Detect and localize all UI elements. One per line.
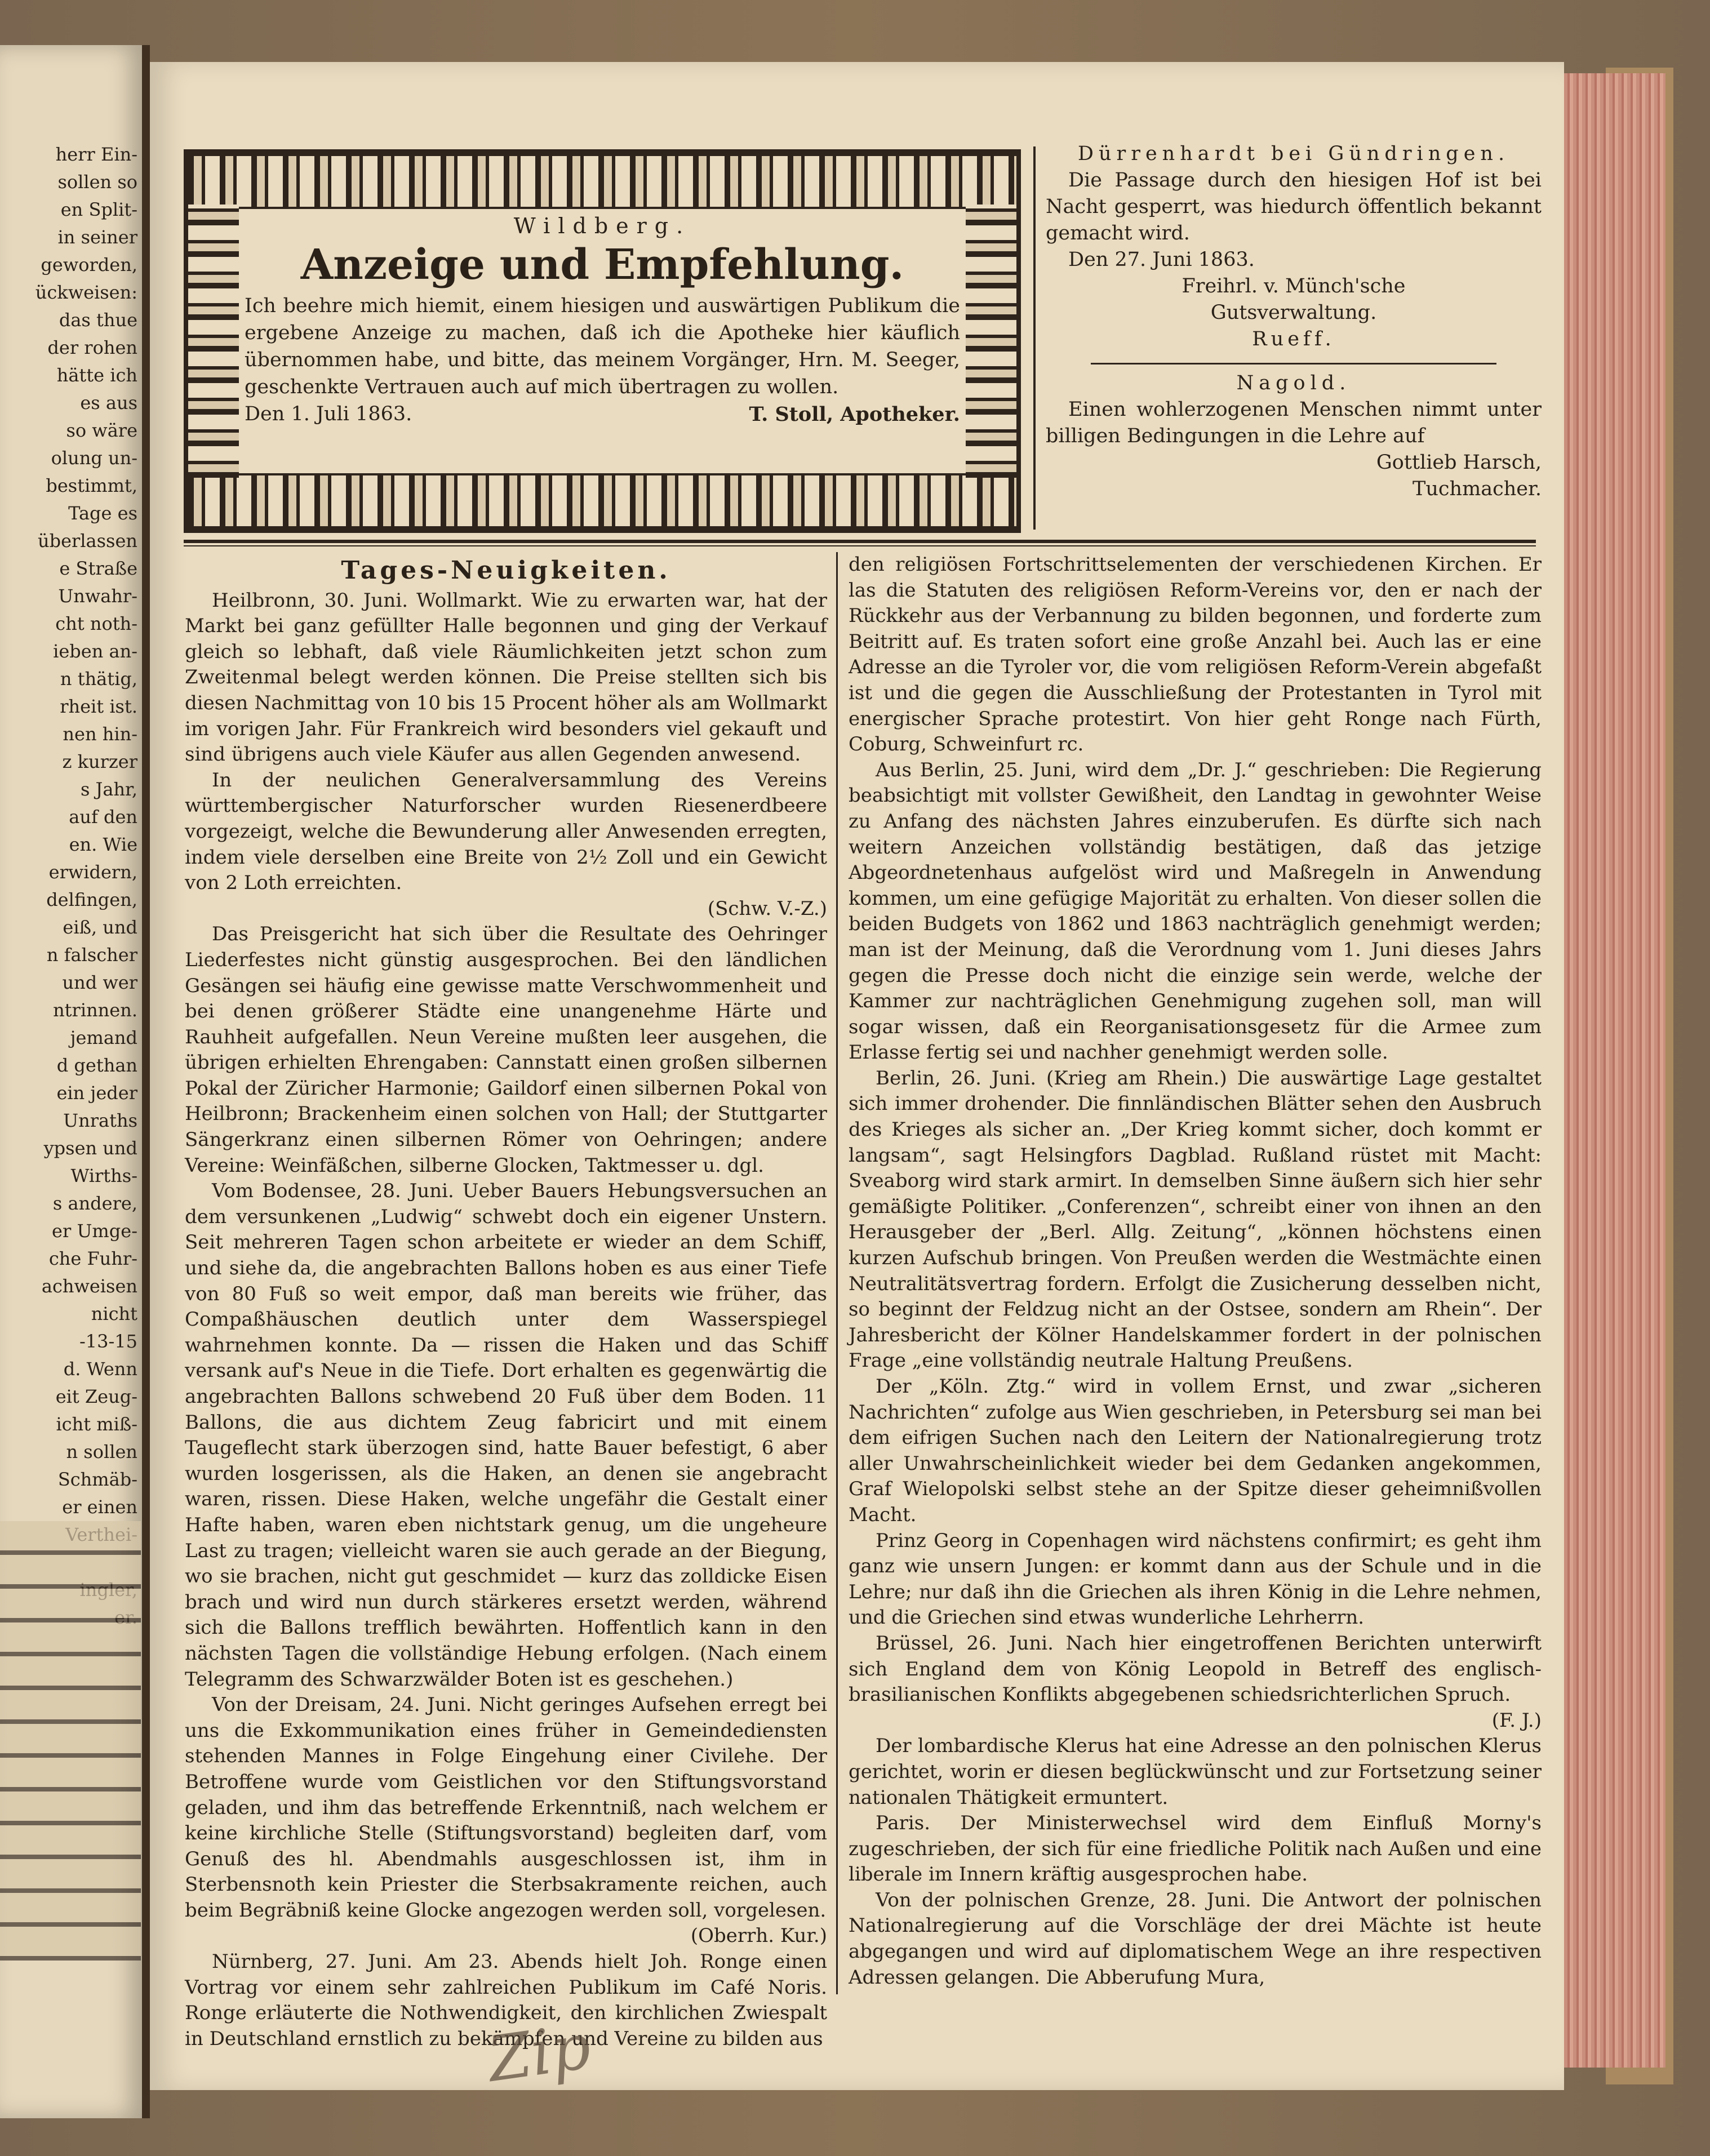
left-page-line: und wer [62, 972, 137, 993]
left-page-line: cht noth- [55, 613, 137, 634]
news-column-right [849, 552, 1542, 1990]
left-page-line: nen hin- [63, 723, 137, 745]
notice-signature: Gottlieb Harsch, [1376, 451, 1542, 474]
article-koeln-ztg: Der „Köln. Ztg.“ wird in vollem Ernst, und zwar „sicheren Nachrichten“ zufolge aus Wien geschrieben, in Petersburg sei man bei dem eifrigen Suchen nach den Leitern der Nationalregierung trotz aller Unwahrscheinlichkeit wieder bei dem Gedanken angekommen, Graf Wielopolski selbst stehe an der Spitze dieser geheimnißvollen Macht. [849, 1375, 1542, 1526]
left-page-line: erwidern, [48, 861, 137, 883]
header-column-rule [1033, 146, 1036, 530]
left-page-line: hätte ich [56, 364, 137, 386]
left-page-line: d gethan [56, 1055, 137, 1076]
left-page-line: bestimmt, [46, 475, 137, 496]
left-page-line: en Split- [60, 199, 137, 220]
left-page-line: n thätig, [60, 668, 137, 690]
section-rule [184, 540, 1536, 543]
left-page-line: Wirths- [70, 1165, 137, 1186]
advertisement-content [245, 210, 960, 426]
left-page-line: n falscher [46, 944, 137, 966]
article-dreisam: Von der Dreisam, 24. Juni. Nicht geringes Aufsehen erregt bei uns die Exkommunikation eines früher in Gemeindediensten stehenden Mannes in Folge Eingehung einer Civilehe. Der Betroffene wurde vom Geistlichen vor den Stiftungsvorstand geladen, und ihm das betreffende Erkenntniß, nach welchem er keine kirchliche Stelle (Stiftungsvorstand) begleiten darf, vom Genuß des hl. Abendmahls ausgeschlossen ist, ihm in Sterbensnoth kein Priester die Sterbsakramente reichen, auch beim Begräbniß keine Glocke angezogen werden soll, vorgelesen. [185, 1693, 827, 1922]
left-page-line: nicht [91, 1303, 137, 1324]
article-lombardische-klerus: Der lombardische Klerus hat eine Adresse an den polnischen Klerus gerichtet, worin er diesen beglückwünscht und zur Fortsetzung seiner nationalen Thätigkeit ermuntert. [849, 1735, 1542, 1809]
article-berlin-25: Aus Berlin, 25. Juni, wird dem „Dr. J.“ geschrieben: Die Regierung beabsichtigt mit vollster Gewißheit, den Landtag in gewohnter Weise zu Anfang des nächsten Jahres einzuberufen. Es dürfte sich nach weitern Anzeichen vollständig bestätigen, daß das jetzige Abgeordnetenhaus aufgelöst wird und Maßregeln in Anwendung kommen, um eine gefügige Majorität zu erhalten. Von dieser sollen die beiden Budgets von 1862 und 1863 nachträglich genehmigt werden; man ist der Meinung, daß die Verordnung vom 1. Juni dieses Jahrs gegen die Presse doch nicht die einzige sein werde, welche der Kammer zur nachträglichen Genehmigung zugehen soll, man will sogar wissen, daß ein Reorganisationsgesetz für die Armee zum Erlasse fertig sei und nachher genehmigt werden solle. [849, 758, 1542, 1064]
left-page-line: sollen so [57, 171, 137, 193]
article-riesenerdbeere: In der neulichen Generalversammlung des Vereins württembergischer Naturforscher wurden Riesenerdbeere vorgezeigt, welche die Bewunderung aller Anwesenden erregten, indem viele derselben eine Breite von 2½ Zoll und ein Gewicht von 2 Loth erreichten. [185, 768, 827, 895]
article-bodensee: Vom Bodensee, 28. Juni. Ueber Bauers Hebungsversuchen an dem versunkenen „Ludwig“ schwebt doch ein eigener Unstern. Seit mehreren Tagen schon arbeitete er wieder an dem Schiff, und siehe da, die angebrachten Ballons hoben es aus einer Tiefe von 80 Fuß so weit empor, daß man bereits wie früher, das Compaßhäuschen deutlich unter dem Wasserspiegel wahrnehmen konnte. Da — rissen die Haken und das Schiff versank auf's Neue in die Tiefe. Dort erhalten es gegenwärtig die angebrachten Ballons schwebend 20 Fuß über dem Boden. 11 Ballons, die aus dichtem Zeug fabricirt und mit einem Taugeflecht stark überzogen sind, hatte Bauer befestigt, 6 aber wurden losgerissen, als die Haken, an denen sie angebracht waren, rissen. Diese Haken, welche ungefähr die Gestalt einer Hafte haben, waren eben nichtstark genug, um die ungeheure Last zu tragen; vielleicht waren sie auch gerade an der Biegung, wo sie brachen, nicht gut geschmidet — kurz das zolldicke Eisen brach und wird nun durch stärkeres ersetzt werden, während sich die Ballons trefflich bewährten. Hoffentlich kann in den nächsten Tagen die vollständige Hebung erfolgen. (Nach einem Telegramm des Schwarzwälder Boten ist es geschehen.) [185, 1180, 827, 1691]
notices-column [1046, 141, 1542, 503]
left-page-line: ückweisen: [35, 282, 137, 303]
news-column-left [185, 558, 827, 2052]
left-page-line: delfingen, [46, 889, 137, 910]
article-paris: Paris. Der Ministerwechsel wird dem Einfluß Morny's zugeschrieben, der sich für eine friedliche Politik nach Außen und eine liberale im Innern kräftig ausgesprochen habe. [849, 1812, 1542, 1886]
left-page-line: che Fuhr- [48, 1248, 137, 1269]
notice-separator [1091, 363, 1496, 364]
notice-duerrenhardt [1046, 141, 1542, 353]
article-nuernberg: Nürnberg, 27. Juni. Am 23. Abends hielt Joh. Ronge einen Vortrag vor einem sehr zahlreichen Publikum im Café Noris. Ronge erläuterte die Nothwendigkeit, den kirchlichen Zwiespalt in Deutschland ernstlich zu bekämpfen und Vereine zu bilden aus [185, 1950, 827, 2050]
book-gutter [142, 45, 150, 2118]
left-page-text-column [5, 141, 137, 1632]
ad-place: Wildberg. [513, 214, 691, 238]
left-page-line: rheit ist. [60, 696, 137, 717]
article-polnische-grenze: Von der polnischen Grenze, 28. Juni. Die Antwort der polnischen Nationalregierung auf die Vorschläge der drei Mächte ist heute abgegangen und wird auf diplomatischem Wege an ihre respectiven Adressen gelangen. Die Abberufung Mura, [849, 1888, 1542, 1989]
notice-signature: Tuchmacher. [1413, 478, 1542, 500]
left-page-line: er Umge- [52, 1220, 137, 1242]
left-page-line: eit Zeug- [55, 1386, 137, 1407]
left-page-line: Schmäb- [57, 1469, 137, 1490]
article-bruessel: Brüssel, 26. Juni. Nach hier eingetroffenen Berichten unterwirft sich England dem von König Leopold in Betreff des englisch-brasilianischen Konflikts abgegebenen schiedsrichterlichen Spruch. [849, 1632, 1542, 1706]
handwritten-annotation: Zip [483, 2010, 596, 2096]
ornament-border-bottom [188, 473, 1016, 528]
left-page-line: überlassen [37, 530, 137, 552]
left-page-ornament [0, 1521, 141, 1961]
left-page-line: der rohen [47, 337, 137, 358]
left-page-line: das thue [59, 309, 137, 331]
left-page-line: e Straße [59, 558, 137, 579]
ornament-border-top [188, 154, 1016, 209]
article-source: (Schw. V.-Z.) [707, 897, 827, 920]
page-edges [1564, 73, 1665, 2068]
left-page-line: en. Wie [69, 834, 137, 855]
left-page-line: Tage es [68, 503, 137, 524]
article-heilbronn: Heilbronn, 30. Juni. Wollmarkt. Wie zu erwarten war, hat der Markt bei ganz gefüllter Halle begonnen und ging der Verkauf gleich so lebhaft, daß viele Räumlichkeiten jetzt schon zum Zweitenmal belegt werden können. Die Preise stellten sich bis diesen Nachmittag von 10 bis 15 Procent höher als am Wollmarkt im vorigen Jahr. Für Frankreich wird besonders viel gekauft und sind übrigens auch viele Käufer aus allen Gegenden anwesend. [185, 589, 827, 766]
left-page-line: s andere, [52, 1193, 137, 1214]
notice-signature: Freihrl. v. Münch'sche [1182, 275, 1406, 297]
left-page-line: Unwahr- [58, 585, 137, 607]
left-page-line: ein jeder [56, 1082, 137, 1104]
notice-place: Nagold. [1236, 372, 1351, 394]
ad-footer [245, 403, 960, 426]
notice-place: Dürrenhardt bei Gündringen. [1077, 143, 1510, 165]
ad-title: Anzeige und Empfehlung. [300, 241, 904, 289]
notice-body: Einen wohlerzogenen Menschen nimmt unter billigen Bedingungen in die Lehre auf [1046, 398, 1542, 447]
notice-signature: Gutsverwaltung. [1210, 301, 1377, 324]
left-page-line: geworden, [41, 254, 137, 275]
ad-signature: T. Stoll, Apotheker. [749, 403, 960, 426]
article-prinz-georg: Prinz Georg in Copenhagen wird nächstens confirmirt; es geht ihm ganz wie unsern Jungen: er kommt dann aus der Schule und in die Lehre; nur daß ihn die Griechen als ihren König in die Lehre nehmen, und die Griechen sind etwas wunderliche Lehrherrn. [849, 1529, 1542, 1629]
left-page-line: -13-15 [79, 1331, 137, 1352]
notice-date: Den 27. Juni 1863. [1068, 248, 1255, 271]
section-heading: Tages-Neuigkeiten. [341, 556, 671, 585]
article-source: (F. J.) [1491, 1709, 1542, 1732]
left-page-line: d. Wenn [63, 1358, 137, 1380]
left-page-line: es aus [80, 392, 137, 414]
left-page-line: in seiner [57, 226, 137, 248]
left-page-line: achweisen [41, 1275, 137, 1297]
notice-body: Die Passage durch den hiesigen Hof ist bei Nacht gesperrt, was hiedurch öffentlich bekannt gemacht wird. [1046, 169, 1542, 245]
left-page-line: eiß, und [63, 917, 137, 938]
left-page-line: so wäre [66, 420, 137, 441]
ad-date: Den 1. Juli 1863. [245, 403, 412, 425]
left-page-line: herr Ein- [55, 144, 137, 165]
left-page-line: ntrinnen. [53, 999, 137, 1021]
notice-signature: Rueff. [1252, 328, 1335, 350]
left-page-line: jemand [70, 1027, 137, 1048]
left-page-line: auf den [69, 806, 137, 828]
left-page-fragment [0, 45, 142, 2118]
ornament-border-left [188, 205, 239, 478]
left-page-line: n sollen [66, 1441, 137, 1462]
article-berlin-26: Berlin, 26. Juni. (Krieg am Rhein.) Die auswärtige Lage gestaltet sich immer drohender. Die finnländischen Blätter sehen den Ausbruch des Krieges als sicher an. „Der Krieg kommt sicher, doch kommt er langsam“, sagt Helsingfors Dagblad. Rußland rüstet mit Macht: Sveaborg wird stark armirt. In demselben Sinne äußern sich hier sehr gemäßigte Politiker. „Conferenzen“, schreibt einer von ihnen an den Herausgeber der „Berl. Allg. Zeitung“, „können höchstens einen kurzen Aufschub bringen. Von Preußen werden die Westmächte einen Neutralitätsvertrag fordern. Erfolgt die Zusicherung desselben nicht, so beginnt der Feldzug nicht an der Ostsee, sondern am Rhein“. Der Jahresbericht der Kölner Handelskammer fordert in der polnischen Frage „eine vollständig neutrale Haltung Preußens. [849, 1066, 1542, 1372]
advertisement-box [184, 149, 1021, 533]
article-liederfest: Das Preisgericht hat sich über die Resultate des Oehringer Liederfestes nicht günstig ausgesprochen. Bei den ländlichen Gesängen sei häufig eine gewisse matte Verschwommenheit und bei denen größerer Städte eine unangenehme Härte und Rauhheit aufgefallen. Neun Vereine mußten leer ausgehen, die übrigen erhielten Ehrengaben: Cannstatt einen großen silbernen Pokal der Züricher Harmonie; Gaildorf einen silbernen Pokal von Heilbronn; Brackenheim einen solchen von Hall; der Stuttgarter Sängerkranz einen silbernen Römer von Oehringen; andere Vereine: Weinfäßchen, silberne Glocken, Taktmesser u. dgl. [185, 923, 827, 1177]
article-source: (Oberrh. Kur.) [690, 1924, 827, 1948]
ornament-border-right [966, 205, 1016, 478]
newspaper-page [150, 62, 1564, 2096]
left-page-line: z kurzer [62, 751, 137, 772]
left-page-line: ieben an- [53, 641, 137, 662]
left-page-line: olung un- [51, 447, 137, 469]
column-rule [836, 552, 838, 1994]
notice-nagold [1046, 370, 1542, 503]
section-rule-thin [184, 545, 1536, 546]
ad-body: Ich beehre mich hiemit, einem hiesigen und auswärtigen Publikum die ergebene Anzeige zu machen, daß ich die Apotheke hier käuflich übernommen habe, und bitte, das meinem Vorgänger, Hrn. M. Seeger, geschenkte Vertrauen auch auf mich übertragen zu wollen. [245, 295, 960, 398]
article-ronge-continued: den religiösen Fortschrittselementen der verschiedenen Kirchen. Er las die Statuten des religiösen Reform-Vereins vor, den er nach der Rückkehr aus der Verbannung zu bilden begonnen, und forderte zum Beitritt auf. Es traten sofort eine große Anzahl bei. Auch las er eine Adresse an die Tyroler vor, die vom religiösen Reform-Verein abgefaßt ist und die gegen die Ausschließung der Protestanten in Tyrol mit energischer Sprache protestirt. Von hier geht Ronge nach Fürth, Coburg, Schweinfurt rc. [849, 553, 1542, 756]
left-page-line: s Jahr, [80, 779, 137, 800]
left-page-line: er einen [62, 1496, 137, 1518]
left-page-line: icht miß- [56, 1413, 137, 1435]
left-page-line: Unraths [63, 1110, 137, 1131]
left-page-line: ypsen und [43, 1137, 137, 1159]
